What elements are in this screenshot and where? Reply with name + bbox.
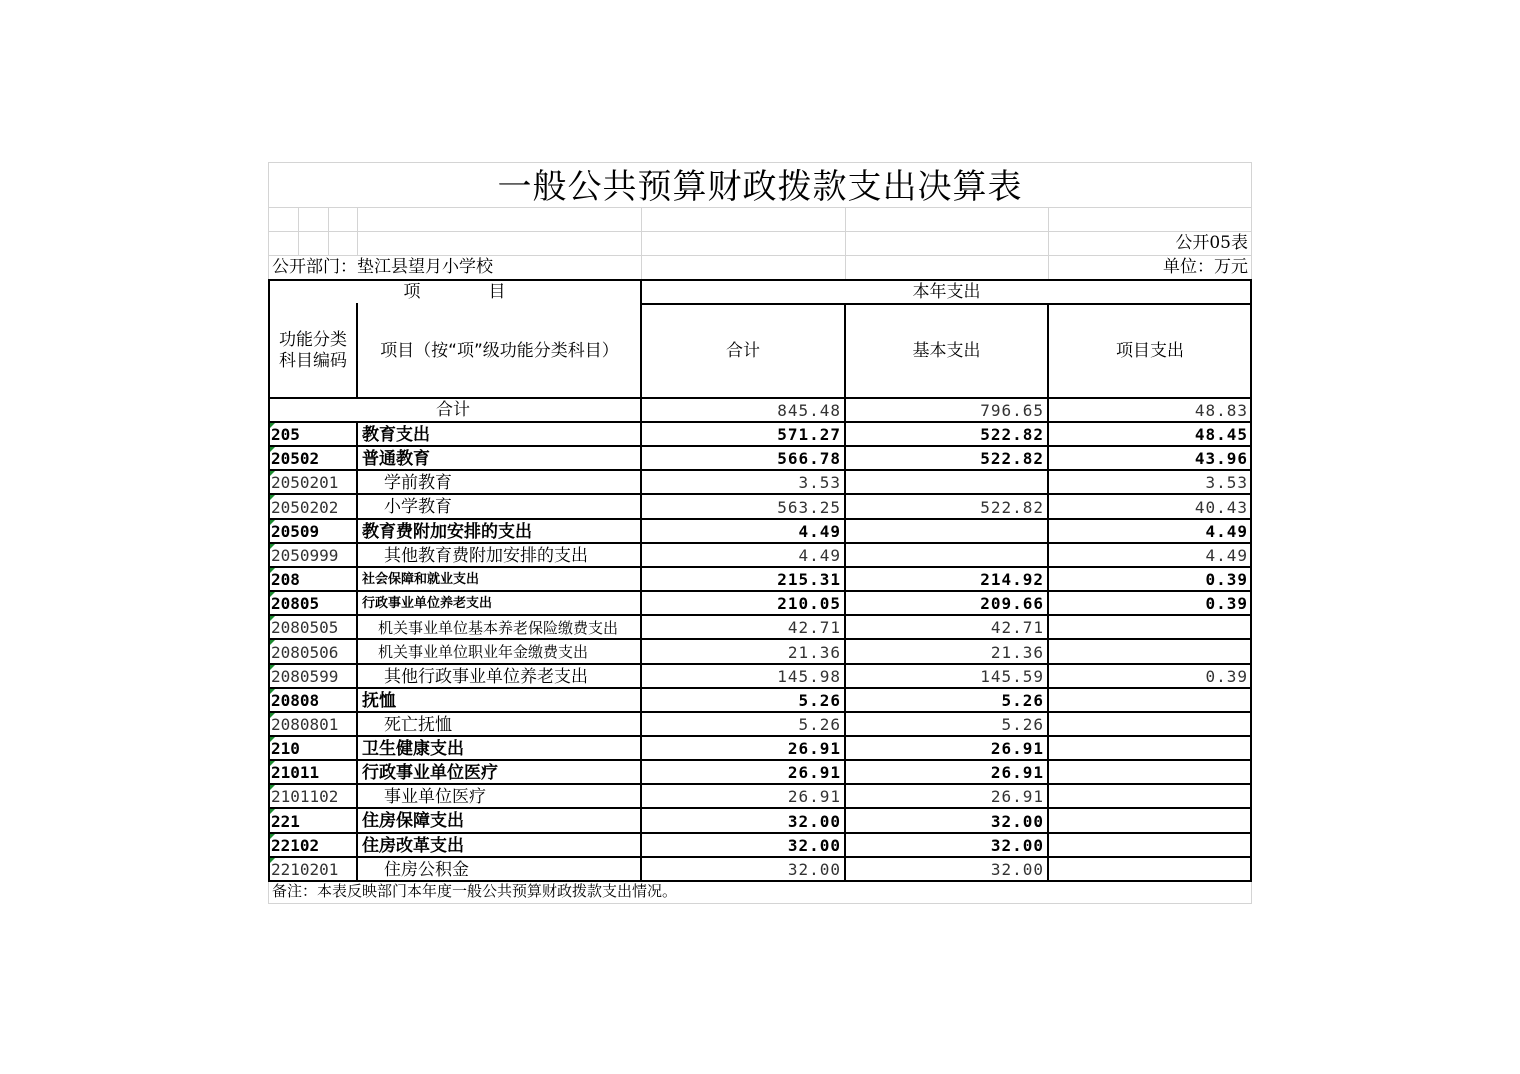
row-item: 0.39 bbox=[1205, 667, 1248, 686]
row-total: 32.00 bbox=[787, 860, 841, 879]
row-basic: 209.66 bbox=[980, 594, 1044, 613]
department-label: 公开部门：垫江县望月小学校 bbox=[272, 257, 493, 277]
row-basic: 26.91 bbox=[990, 763, 1044, 782]
table-note: 备注：本表反映部门本年度一般公共预算财政拨款支出情况。 bbox=[272, 882, 678, 900]
total-row-total: 845.48 bbox=[777, 401, 841, 420]
row-total: 3.53 bbox=[798, 473, 841, 492]
row-code: 20805 bbox=[271, 594, 320, 613]
row-item: 0.39 bbox=[1205, 594, 1248, 613]
row-basic bbox=[845, 519, 1048, 543]
row-total: 215.31 bbox=[777, 570, 841, 589]
row-item bbox=[1048, 615, 1252, 639]
row-name: 事业单位医疗 bbox=[384, 787, 486, 807]
row-total: 4.49 bbox=[798, 522, 841, 541]
row-item bbox=[1048, 857, 1252, 881]
row-code: 2050201 bbox=[271, 473, 339, 492]
row-code: 2050202 bbox=[268, 494, 356, 519]
row-code: 210 bbox=[271, 739, 300, 758]
total-row-basic: 796.65 bbox=[980, 401, 1044, 420]
header-item: 项目支出 bbox=[1116, 341, 1184, 361]
row-name: 教育支出 bbox=[362, 425, 430, 445]
header-name: 项目（按“项”级功能分类科目） bbox=[380, 341, 619, 361]
row-basic bbox=[845, 543, 1048, 567]
row-code: 2080505 bbox=[271, 618, 339, 637]
header-project: 项 目 bbox=[403, 282, 506, 302]
unit-label: 单位：万元 bbox=[1163, 257, 1248, 277]
header-current-year: 本年支出 bbox=[912, 282, 981, 302]
row-item: 40.43 bbox=[1194, 498, 1248, 517]
row-total: 566.78 bbox=[777, 449, 841, 468]
row-item bbox=[1048, 688, 1252, 712]
row-item: 4.49 bbox=[1205, 546, 1248, 565]
row-basic bbox=[845, 470, 1048, 494]
row-total: 32.00 bbox=[787, 812, 841, 831]
row-basic: 42.71 bbox=[990, 618, 1044, 637]
row-item bbox=[1048, 833, 1252, 857]
row-name: 教育费附加安排的支出 bbox=[362, 522, 532, 542]
row-code: 2210201 bbox=[271, 860, 339, 879]
row-name: 住房改革支出 bbox=[362, 836, 464, 856]
row-total: 21.36 bbox=[787, 643, 841, 662]
row-item bbox=[1048, 784, 1252, 808]
row-name: 行政事业单位养老支出 bbox=[362, 596, 493, 611]
row-item: 43.96 bbox=[1194, 449, 1248, 468]
row-name: 机关事业单位职业年金缴费支出 bbox=[378, 643, 589, 661]
row-code: 20808 bbox=[271, 691, 320, 710]
row-total: 5.26 bbox=[798, 691, 841, 710]
row-total: 5.26 bbox=[798, 715, 841, 734]
row-code: 20509 bbox=[271, 522, 320, 541]
row-total: 26.91 bbox=[787, 763, 841, 782]
row-name: 住房公积金 bbox=[384, 860, 469, 880]
row-basic: 522.82 bbox=[980, 449, 1044, 468]
row-name: 学前教育 bbox=[384, 473, 452, 493]
row-basic: 522.82 bbox=[980, 425, 1044, 444]
header-code: 功能分类科目编码 bbox=[279, 330, 347, 371]
row-total: 42.71 bbox=[787, 618, 841, 637]
row-name: 住房保障支出 bbox=[362, 811, 464, 831]
row-code: 221 bbox=[268, 808, 356, 833]
row-name: 卫生健康支出 bbox=[362, 739, 464, 759]
row-basic: 145.59 bbox=[980, 667, 1044, 686]
row-code: 2080599 bbox=[271, 667, 339, 686]
row-item bbox=[1048, 639, 1252, 664]
row-name: 社会保障和就业支出 bbox=[362, 572, 480, 587]
row-total: 26.91 bbox=[787, 787, 841, 806]
row-basic: 214.92 bbox=[980, 570, 1044, 589]
row-name: 普通教育 bbox=[362, 449, 430, 469]
row-basic: 26.91 bbox=[990, 739, 1044, 758]
row-code: 2050999 bbox=[271, 546, 339, 565]
row-total: 26.91 bbox=[787, 739, 841, 758]
row-name: 其他教育费附加安排的支出 bbox=[384, 546, 588, 566]
row-basic: 32.00 bbox=[990, 812, 1044, 831]
row-basic: 5.26 bbox=[1001, 715, 1044, 734]
row-basic: 5.26 bbox=[1001, 691, 1044, 710]
row-total: 32.00 bbox=[787, 836, 841, 855]
row-code: 205 bbox=[271, 425, 300, 444]
row-code: 2080506 bbox=[268, 639, 356, 664]
row-code: 208 bbox=[271, 570, 300, 589]
budget-table-sheet bbox=[268, 162, 1252, 904]
row-total: 210.05 bbox=[777, 594, 841, 613]
row-name: 其他行政事业单位养老支出 bbox=[384, 667, 588, 687]
row-item: 48.45 bbox=[1194, 425, 1248, 444]
row-name: 小学教育 bbox=[384, 497, 452, 517]
header-basic: 基本支出 bbox=[912, 341, 981, 361]
row-code: 21011 bbox=[271, 763, 320, 782]
row-name: 机关事业单位基本养老保险缴费支出 bbox=[378, 619, 619, 637]
row-item bbox=[1048, 736, 1252, 760]
row-code: 2101102 bbox=[271, 787, 339, 806]
table-id: 公开05表 bbox=[1175, 233, 1248, 253]
row-code: 20502 bbox=[271, 449, 320, 468]
row-code: 22102 bbox=[271, 836, 320, 855]
total-row-item: 48.83 bbox=[1194, 401, 1248, 420]
row-item: 0.39 bbox=[1205, 570, 1248, 589]
row-basic: 21.36 bbox=[990, 643, 1044, 662]
row-total: 4.49 bbox=[798, 546, 841, 565]
row-code: 2080801 bbox=[271, 715, 339, 734]
row-total: 571.27 bbox=[777, 425, 841, 444]
row-basic: 26.91 bbox=[990, 787, 1044, 806]
row-name: 行政事业单位医疗 bbox=[362, 763, 498, 783]
total-row-label: 合计 bbox=[436, 400, 470, 420]
row-basic: 522.82 bbox=[980, 498, 1044, 517]
row-basic: 32.00 bbox=[990, 860, 1044, 879]
row-item bbox=[1048, 808, 1252, 833]
row-item: 4.49 bbox=[1205, 522, 1248, 541]
row-total: 563.25 bbox=[777, 498, 841, 517]
row-item bbox=[1048, 760, 1252, 784]
row-total: 145.98 bbox=[777, 667, 841, 686]
page-title: 一般公共预算财政拨款支出决算表 bbox=[497, 167, 1023, 207]
row-basic: 32.00 bbox=[990, 836, 1044, 855]
row-name: 死亡抚恤 bbox=[384, 715, 452, 735]
row-item bbox=[1048, 712, 1252, 736]
row-item: 3.53 bbox=[1205, 473, 1248, 492]
row-name: 抚恤 bbox=[362, 691, 396, 711]
header-total: 合计 bbox=[726, 341, 760, 361]
